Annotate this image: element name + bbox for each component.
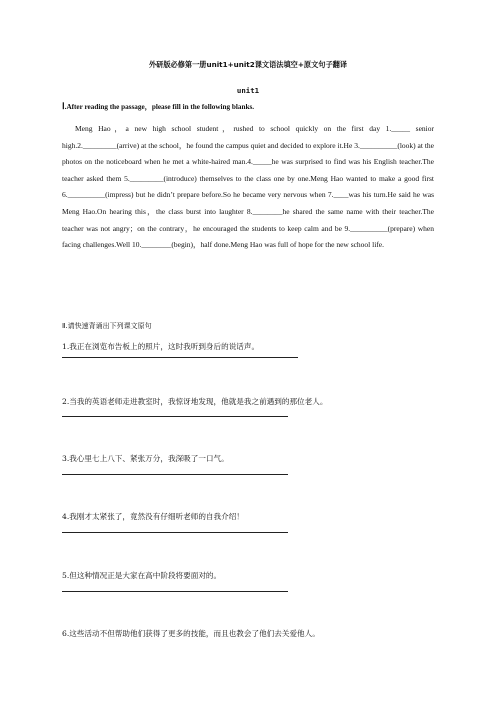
question-4: 4.我刚才太紧张了，竟然没有仔细听老师的自我介绍！	[62, 512, 244, 521]
answer-line-5[interactable]	[62, 591, 288, 592]
question-3: 3.我心里七上八下、紧张万分，我深吸了一口气。	[62, 454, 229, 463]
question-1: 1.我正在浏览布告板上的照片，这时我听到身后的说话声。	[62, 342, 260, 351]
answer-line-4[interactable]	[62, 532, 288, 533]
question-5: 5.但这种情况正是大家在高中阶段将要面对的。	[62, 571, 222, 580]
cloze-passage: Meng Hao，a new high school student，rushed to school quickly on the first day 1._____ senior high.2._________(arrive) at the school，he found the campus quiet and decided to explore it.He 3.__________(look) at the photos on the noticeboard when he met a white-haired man.4._____he was surprised to find was his English teacher.The teacher asked them 5._________(introduce) themselves to the class one by one.Meng Hao wanted to make a good first 6.__________(impress) but he didn’t prepare before.So he became very nervous when 7.____was his turn.He said he was Meng Hao.On hearing this，the class burst into laughter 8.________he shared the same name with their teacher.The teacher was not angry；on the contrary，he encouraged the students to keep calm and be 9.__________(prepare) when facing challenges.Well 10.________(begin)，half done.Meng Hao was full of hope for the new school life.	[62, 124, 434, 250]
question-6: 6.这些活动不但帮助他们获得了更多的技能，而且也教会了他们去关爱他人。	[62, 629, 320, 638]
answer-line-1[interactable]	[62, 357, 298, 358]
section-1-text: .After reading the passage，please fill in the following blanks.	[64, 103, 255, 111]
section-2-heading: Ⅱ.请快速背诵出下列课文原句	[62, 322, 152, 330]
section-1-numeral: Ⅰ	[62, 101, 65, 111]
section-1-heading	[62, 101, 254, 112]
answer-line-2[interactable]	[62, 416, 288, 417]
unit-heading: unit1	[236, 86, 260, 95]
answer-line-3[interactable]	[62, 474, 288, 475]
document-title: 外研版必修第一册unit1+unit2课文语法填空+原文句子翻译	[148, 60, 348, 69]
question-2: 2.当我的英语老师走进教室时，我惊讶地发现，他就是我之前遇到的那位老人。	[62, 397, 328, 406]
